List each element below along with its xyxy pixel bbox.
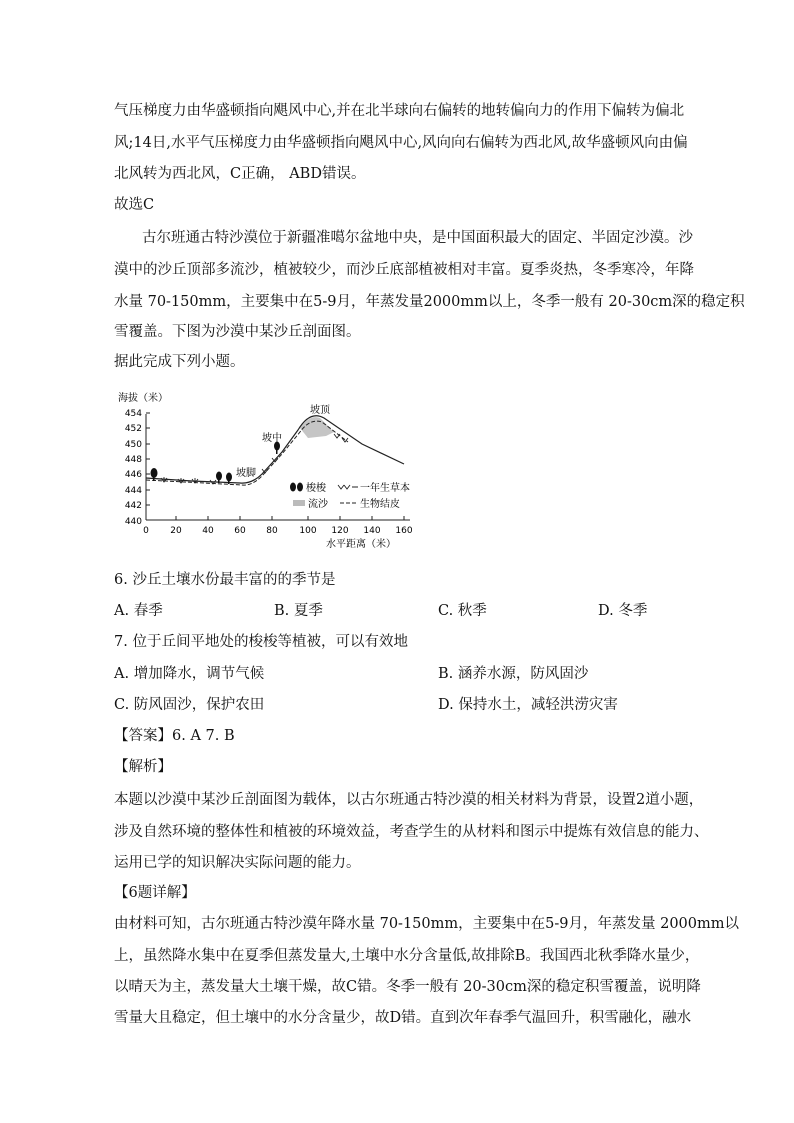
analysis-heading: 【解析】 (114, 759, 172, 775)
material-line-4: 雪覆盖。下图为沙漠中某沙丘剖面图。 (114, 324, 361, 340)
x-tick-label: 160 (395, 526, 413, 536)
y-tick-label: 446 (124, 470, 142, 480)
prev-answer-conclusion: 故选C (114, 197, 155, 213)
x-tick-label: 60 (234, 526, 246, 536)
legend-grass: 一年生草本 (360, 483, 410, 494)
x-tick-label: 20 (170, 526, 182, 536)
x-tick-label: 140 (363, 526, 381, 536)
y-tick-label: 444 (124, 486, 142, 496)
material-line-1: 古尔班通古特沙漠位于新疆准噶尔盆地中央，是中国面积最大的固定、半固定沙漠。沙 (142, 230, 693, 246)
analysis-line-2: 涉及自然环境的整体性和植被的环境效益，考查学生的从材料和图示中提炼有效信息的能力、 (114, 824, 709, 840)
legend-tree: 梭梭 (306, 483, 326, 494)
y-tick-label: 442 (124, 501, 142, 511)
detail6-line-4: 雪量大且稳定，但土壤中的水分含量少，故D错。直到次年春季气温回升，积雪融化，融水 (114, 1010, 692, 1026)
x-tick-label: 100 (299, 526, 317, 536)
y-tick-label: 454 (124, 409, 142, 419)
label-mid-slope: 坡中 (262, 433, 282, 444)
q7-option-a: A. 增加降水，调节气候 (114, 666, 265, 682)
y-tick-label: 440 (124, 517, 142, 527)
figure-xlabel: 水平距离（米） (326, 539, 396, 550)
q6-stem: 6. 沙丘土壤水份最丰富的的季节是 (114, 572, 336, 588)
analysis-line-3: 运用已学的知识解决实际问题的能力。 (114, 855, 361, 871)
x-tick-label: 40 (202, 526, 214, 536)
figure-legend (290, 481, 410, 510)
detail6-heading: 【6题详解】 (114, 885, 196, 901)
q6-option-d: D. 冬季 (598, 603, 648, 619)
q7-option-b: B. 涵养水源，防风固沙 (438, 666, 589, 682)
x-axis-ticks (143, 516, 413, 536)
answer-line: 【答案】6. A 7. B (114, 728, 235, 744)
y-tick-label: 452 (124, 424, 142, 434)
material-line-3: 水量 70-150mm，主要集中在5-9月，年蒸发量2000mm以上，冬季一般有 20-30cm深的稳定积 (114, 294, 745, 310)
q7-option-d: D. 保持水土，减轻洪涝灾害 (438, 697, 618, 713)
legend-crust: 生物结皮 (360, 499, 400, 510)
ground-profile-line (146, 416, 404, 483)
prev-answer-line-2: 风;14日,水平气压梯度力由华盛顿指向飓风中心,风向向右偏转为西北风,故华盛顿风向由偏 (114, 135, 688, 151)
prev-answer-line-1: 气压梯度力由华盛顿指向飓风中心,并在北半球向右偏转的地转偏向力的作用下偏转为偏北 (114, 103, 685, 119)
prev-answer-line-3: 北风转为西北风，C正确， ABD错误。 (114, 166, 366, 182)
y-tick-label: 450 (124, 440, 142, 450)
detail6-line-2: 上，虽然降水集中在夏季但蒸发量大,土壤中水分含量低,故排除B。我国西北秋季降水量少， (114, 948, 700, 964)
detail6-line-3: 以晴天为主，蒸发量大土壤干燥，故C错。冬季一般有 20-30cm深的稳定积雪覆盖，说明降 (114, 979, 701, 995)
dune-profile-figure (112, 384, 422, 556)
material-line-2: 漠中的沙丘顶部多流沙，植被较少，而沙丘底部植被相对丰富。夏季炎热，冬季寒冷，年降 (114, 262, 694, 278)
x-tick-label: 0 (143, 526, 149, 536)
y-tick-label: 448 (124, 455, 142, 465)
q7-stem: 7. 位于丘间平地处的梭梭等植被，可以有效地 (114, 634, 408, 650)
detail6-line-1: 由材料可知，古尔班通古特沙漠年降水量 70-150mm，主要集中在5-9月，年蒸发量 2000mm以 (114, 916, 739, 932)
q6-option-b: B. 夏季 (274, 603, 323, 619)
material-instruction: 据此完成下列小题。 (114, 354, 245, 370)
figure-ylabel: 海拔（米） (118, 393, 168, 404)
x-tick-label: 80 (266, 526, 278, 536)
q7-option-c: C. 防风固沙，保护农田 (114, 697, 265, 713)
analysis-line-1: 本题以沙漠中某沙丘剖面图为载体，以古尔班通古特沙漠的相关材料为背景，设置2道小题， (114, 792, 704, 808)
x-tick-label: 120 (331, 526, 349, 536)
q6-option-c: C. 秋季 (438, 603, 487, 619)
q6-option-a: A. 春季 (114, 603, 163, 619)
legend-sand: 流沙 (308, 499, 328, 510)
label-slope-foot: 坡脚 (236, 468, 256, 479)
label-dune-top: 坡顶 (310, 405, 330, 416)
